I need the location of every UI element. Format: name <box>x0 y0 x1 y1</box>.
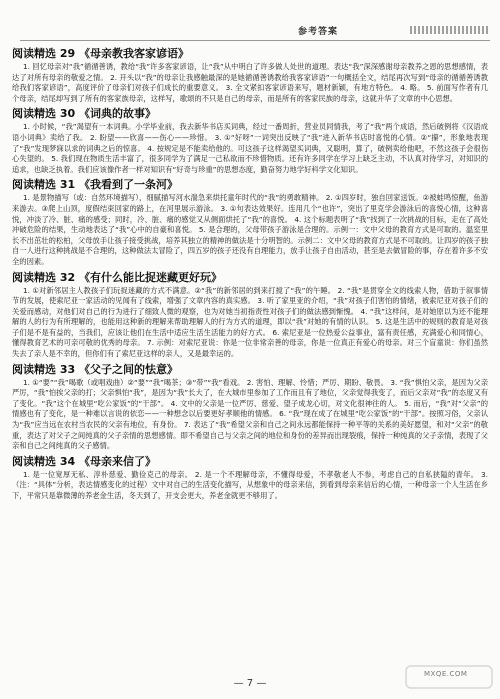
header-title: 参考答案 <box>298 27 339 37</box>
header-divider <box>20 40 490 41</box>
section-title: 阅读精选 29 《母亲教我客家谚语》 <box>12 47 189 60</box>
section-title: 阅读精选 30 《词典的故事》 <box>12 107 156 121</box>
section-30 <box>12 107 488 175</box>
section-title: 阅读精选 31 《我看到了一条河》 <box>12 178 178 192</box>
watermark-text: MXQE.COM <box>424 670 468 678</box>
section-body: 1. 是景物描写（或：自然环境描写），细腻描写河水湍急来烘托童年时代的“我”的勇敢精神。 2. ①四岁时，独自回家送饭。②被蛙鸣惊醒，鱼游来游去。③爬上山顶，度假结束回家的路上，在河里展示游泳。 3. ①句表达效果好。连用几个“也许”，突出了里克学会游泳后的喜悦心情，这种喜悦，冲淡了冷、脏、痛的感受；同时，冷、脏、痛的感觉又从侧面烘托了“我”的喜悦。 4. 这个标题表明了“我”找到了一次挑战的目标，走在了高处冲破危险的结果，生动地表达了“我”心中的自豪和喜悦。 5. 是合理的，父母带孩子游泳是合理的。示例一：文中父母的教育方式是可取的。温室里长不出茁壮的松柏，父母放手让孩子接受挑战，培养其独立的精神的做法是十分明智的。示例二：文中父母的教育方式是不可取的。让四岁的孩子独自一人进行这种挑战是不合理的，这种做法太冒险了，四五岁的孩子还没有自理能力，放手让孩子自由活动，甚至是去做冒险的事，存在着许多不安全的因素。 <box>12 193 488 266</box>
section-34 <box>12 455 488 502</box>
section-title: 阅读精选 33 《父子之间的怯意》 <box>12 362 178 376</box>
section-body: 1. 是一位宽厚无私、淳朴慈爱、勤俭克己的母亲。 2. 是一个不理解母亲，不懂得母爱，不孝敬老人不参，考虑自己的自私狭隘的青年。 3.（注：“具体”分析，表达情感变化的过程）文中对自己的生活变化描写，从想象中的母亲来信，到看到母亲来信后的心情，一种母亲一个人生活在乡下，平常只是靠微薄的养老金生活，冬天到了，开支会更大，养老金就更不够用了。 <box>12 469 488 500</box>
section-body: 1. 回忆母亲对“我”循循善诱，教给“我”许多客家谚语，让“我”从中明白了许多做人处世的道理。表达“我”深深感谢母亲教养之恩的思想感情，表达了对所有母亲的敬爱之情。 2. 开头以“我”的母亲让我感触最深的是她循循善诱教给我客家谚语”一句概括全文，结尾再次写到“母亲的循循善诱教给我们客家谚语”，高度评价了母亲们对孩子们成长的重要意义。 3. 全文紧扣客家谚语来写，题材新颖，有地方特色。 4. 略。 5. 前面写作者有几个母亲，结尾却写到了所有的客家族母亲，这样写，歌颂的不只是自己的母亲，而是所有的客家民族的母亲，这就升华了文章的中心思想。 <box>12 62 488 103</box>
section-title: 阅读精选 32 《有什么能比捉迷藏更好玩》 <box>12 270 222 284</box>
section-body: 1. ①对新邻居主人教孩子们玩捉迷藏的方式不满意。②“我”的新邻居的到来打搅了“我”的午睡。 2. “我”是贯穿全文的线索人物，借助于叙事情节的发展，使索尼亚一家活动的见闻有了线索，增强了文章内容的真实感。 3. 听了家里亚的介绍，“我”对孩子们害怕的情绪，被索尼亚对孩子们的关爱而感动，对他们对自己的行为进行了细致人微的观察，也为对她当初指责性对孩子们的做法感到惭愧。 4. “我”这样问，是对她原以为还不能理解的人的行为有所理解的，也能用这种新的理解来帮助理解人的行为方式的道理，即以“我”对她的有情的认识。 5. 这是生活中的规则的教育是对孩子们是不是有益的，当我们，应该让他们在生活中适应生活生活能力的好方式。 6. 索尼亚是一位热爱公益事业，富有责任感，充满爱心和同情心，懂得教育艺术的可亲可敬的优秀的母亲。 7. 示例：对索尼亚说：你是一位非常亲善的母亲，你是一位真正有爱心的母亲。对三个盲童说：你们虽然失去了亲人是不幸的，但你们有了索尼亚这样的亲人，又是最幸运的。 <box>12 285 488 359</box>
page-number: — 7 — <box>233 678 267 689</box>
answer-content <box>12 44 488 502</box>
section-32 <box>12 271 488 360</box>
section-title: 阅读精选 34 《母亲来信了》 <box>12 454 156 468</box>
section-29 <box>12 47 488 104</box>
header-decoration <box>410 26 490 34</box>
section-31 <box>12 178 488 267</box>
section-33 <box>12 363 488 452</box>
page-header <box>0 0 500 48</box>
section-body: 1. 小时候，“我”渴望有一本词典。小学毕业前，我去新华书店买词典，经过一番周折，营业员同情我，考了“我”两个成语，然后破例将《汉语成语小词典》卖给了我。 2. 盼望——欣喜——伤心——珍惜。 3. ①“好呀”一词突出反映了“我”进入新华书店时喜悦的心情。②“攥”，形象地表现了“我”发现梦寐以求的词典之后的惊喜。 4. 按规定是不能卖给他的。可这孩子这样渴望买词典，又聪明，算了，破例卖给他吧，不然这孩子会很伤心失望的。 5. 我们现在物质生活丰富了，很多同学为了满足一己私欲而不珍惜物质。还有许多同学在学习上缺乏主动，不认真对待学习，对知识的追求，也缺乏执着。我们应该像作者一样对知识有“好奇与珍重”的思想态度，勤奋努力地学好科学文化知识。 <box>12 122 488 174</box>
section-body: 1. ①“要”“我”喝歌（或唱戏曲）②“要”“我”喝茶；③“带”“我”看戏。 2. 害怕、理解、怜惜；严厉、期盼、敬畏。 3. “我”惧怕父亲，是因为父亲严厉，“我”怕挨父亲的打；父亲惧怕“我”，是因为“我”长大了，在大城市里参加了工作而且有了地位，父亲觉得我变了，而后父亲对“我”的态度又有了变化。“我”这个在城里“吃公家饭”的“干部”。 4. 文中的父亲是一位严厉、慈爱、望子成龙心切，对文化很神往的人。 5. 而后，“我”对“父亲”的情感也有了变化，是一种难以言说的依恋——一种想念以后要更好孝顺他的情感。 6. “我”现在成了在城里“吃公家饭”的“干部”。按照习俗，父亲认为“我”应当远在农村当农民的父亲有地位，有身份。 7. 表达了“我”希望父亲和自己之间永远都能保持一种平等的关系的美好愿望，和对“父亲”的敬重，表达了对父子之间纯真的父子亲情的思想感情。即不希望自己与父亲之间的地位和身份的差异而出现裂痕，保持一种纯真的父子亲情，表现了父亲和自己之间纯真的父子感情。 <box>12 377 488 451</box>
